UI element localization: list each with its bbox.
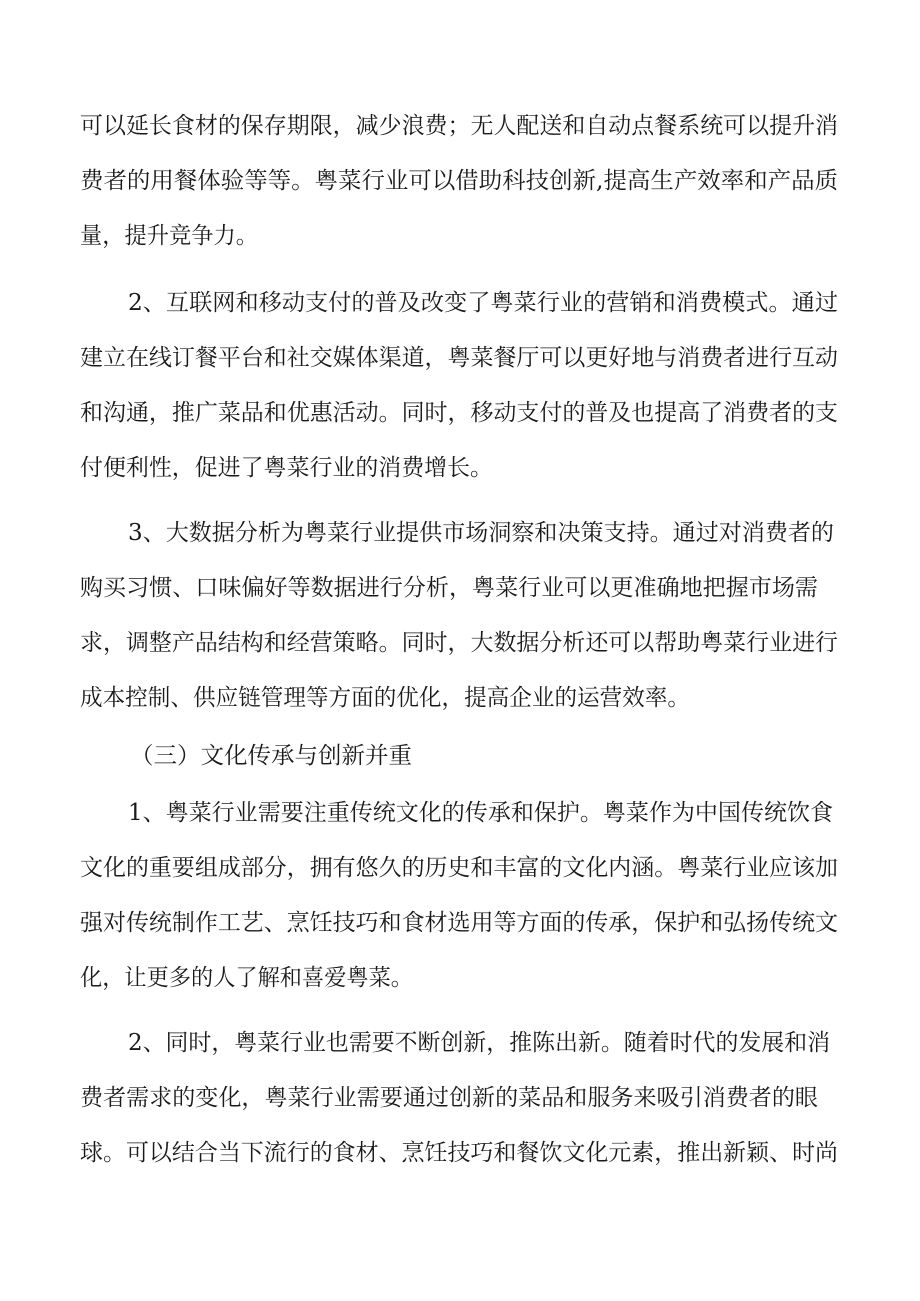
text-run: 化，让更多的人了解和喜爱粤菜。	[80, 965, 413, 991]
text-run: 强对传统制作工艺、烹饪技巧和食材选用等方面的传承，保护和弘扬传统文	[80, 910, 839, 936]
paragraph-line	[0, 106, 920, 146]
paragraph-line	[0, 1078, 920, 1118]
paragraph-line	[0, 393, 920, 433]
paragraph-line	[0, 1023, 920, 1063]
paragraph-line	[0, 448, 920, 488]
paragraph-line	[0, 283, 920, 323]
paragraph-line	[0, 568, 920, 608]
paragraph-line	[0, 513, 920, 553]
text-run: 量，提升竞争力。	[80, 223, 259, 249]
text-run: 和沟通，推广菜品和优惠活动。同时，移动支付的普及也提高了消费者的支	[80, 400, 839, 426]
section-heading	[0, 736, 920, 776]
paragraph-line	[0, 161, 920, 201]
text-run: 费者需求的变化，粤菜行业需要通过创新的菜品和服务来吸引消费者的眼	[80, 1085, 818, 1111]
text-run: 费者的用餐体验等等。粤菜行业可以借助科技创新,提高生产效率和产品质	[80, 168, 839, 194]
text-run: 2、同时，粤菜行业也需要不断创新，推陈出新。随着时代的发展和消	[128, 1030, 831, 1056]
text-run: 付便利性，促进了粤菜行业的消费增长。	[80, 455, 494, 481]
text-run: 文化的重要组成部分，拥有悠久的历史和丰富的文化内涵。粤菜行业应该加	[80, 855, 839, 881]
text-run: 球。可以结合当下流行的食材、烹饪技巧和餐饮文化元素，推出新颖、时尚	[80, 1140, 839, 1166]
text-run: 1、粤菜行业需要注重传统文化的传承和保护。粤菜作为中国传统饮食	[128, 800, 833, 826]
text-run: 成本控制、供应链管理等方面的优化，提高企业的运营效率。	[80, 685, 691, 711]
paragraph-line	[0, 623, 920, 663]
paragraph-line	[0, 848, 920, 888]
paragraph-line	[0, 903, 920, 943]
text-run: 求，调整产品结构和经营策略。同时，大数据分析还可以帮助粤菜行业进行	[80, 630, 839, 656]
text-run: 2、互联网和移动支付的普及改变了粤菜行业的营销和消费模式。通过	[128, 290, 838, 316]
paragraph-line	[0, 338, 920, 378]
text-run: 建立在线订餐平台和社交媒体渠道，粤菜餐厅可以更好地与消费者进行互动	[80, 345, 839, 371]
text-run: 3、大数据分析为粤菜行业提供市场洞察和决策支持。通过对消费者的	[128, 520, 834, 546]
paragraph-line	[0, 958, 920, 998]
paragraph-line	[0, 1133, 920, 1173]
paragraph-line	[0, 216, 920, 256]
paragraph-line	[0, 678, 920, 718]
text-run: 可以延长食材的保存期限，减少浪费；无人配送和自动点餐系统可以提升消	[80, 113, 839, 139]
section-heading-text: （三）文化传承与创新并重	[130, 743, 412, 769]
text-run: 购买习惯、口味偏好等数据进行分析，粤菜行业可以更准确地把握市场需	[80, 575, 818, 601]
paragraph-line	[0, 793, 920, 833]
